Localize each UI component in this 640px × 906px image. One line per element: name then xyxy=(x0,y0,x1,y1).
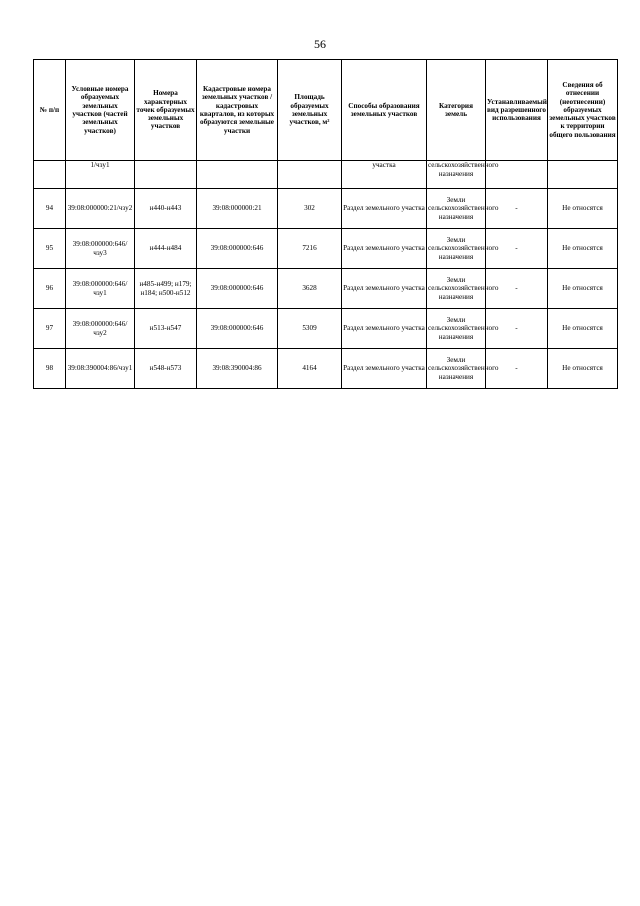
cell-permitted-use: - xyxy=(486,189,548,229)
cell-conditional-number: 39:08:000000:646/чзу2 xyxy=(66,309,135,349)
cell-permitted-use: - xyxy=(486,309,548,349)
cell-num: 97 xyxy=(34,309,66,349)
cell-formation-method: Раздел земельного участка xyxy=(342,189,427,229)
cell-point-numbers: н513-н547 xyxy=(135,309,197,349)
cell-area xyxy=(278,161,342,189)
header-cell-cadastral-number: Кадастровые номера земельных участков / кадастровых кварталов, из которых образуются земельные участки xyxy=(197,60,278,161)
cell-formation-method: Раздел земельного участка xyxy=(342,229,427,269)
cell-cadastral-number: 39:08:000000:646 xyxy=(197,269,278,309)
header-cell-area: Площадь образуемых земельных участков, м² xyxy=(278,60,342,161)
cell-permitted-use: - xyxy=(486,349,548,389)
cell-conditional-number: 39:08:000000:646/чзу1 xyxy=(66,269,135,309)
cell-cadastral-number xyxy=(197,161,278,189)
cell-area: 3628 xyxy=(278,269,342,309)
cell-point-numbers: н485-н499; н179; н184; н500-н512 xyxy=(135,269,197,309)
cell-cadastral-number: 39:08:390004:86 xyxy=(197,349,278,389)
cell-land-category: Земли сельскохозяйственного назначения xyxy=(427,349,486,389)
cell-cadastral-number: 39:08:000000:21 xyxy=(197,189,278,229)
cell-conditional-number: 39:08:000000:21/чзу2 xyxy=(66,189,135,229)
cell-formation-method: Раздел земельного участка xyxy=(342,349,427,389)
cell-point-numbers: н444-н484 xyxy=(135,229,197,269)
cell-num: 98 xyxy=(34,349,66,389)
page-number: 56 xyxy=(314,37,326,51)
cell-num xyxy=(34,161,66,189)
cell-formation-method: Раздел земельного участка xyxy=(342,309,427,349)
header-cell-point-numbers: Номера характерных точек образуемых земельных участков xyxy=(135,60,197,161)
cell-conditional-number: 39:08:390004:86/чзу1 xyxy=(66,349,135,389)
header-cell-public-use: Сведения об отнесении (неотнесении) образуемых земельных участков к территории общего пользования xyxy=(548,60,618,161)
cell-public-use: Не относятся xyxy=(548,309,618,349)
cell-area: 7216 xyxy=(278,229,342,269)
cell-land-category: Земли сельскохозяйственного назначения xyxy=(427,229,486,269)
cell-land-category: Земли сельскохозяйственного назначения xyxy=(427,309,486,349)
cell-land-category: Земли сельскохозяйственного назначения xyxy=(427,189,486,229)
cell-point-numbers: н440-н443 xyxy=(135,189,197,229)
table-row xyxy=(34,229,618,269)
table-header-row xyxy=(34,60,618,161)
cell-permitted-use: - xyxy=(486,229,548,269)
cell-num: 94 xyxy=(34,189,66,229)
header-cell-land-category: Категория земель xyxy=(427,60,486,161)
cell-land-category: сельскохозяйственного назначения xyxy=(427,161,486,189)
cell-land-category: Земли сельскохозяйственного назначения xyxy=(427,269,486,309)
cell-conditional-number: 39:08:000000:646/чзу3 xyxy=(66,229,135,269)
table-row xyxy=(34,349,618,389)
header-cell-formation-method: Способы образования земельных участков xyxy=(342,60,427,161)
cell-num: 95 xyxy=(34,229,66,269)
land-plots-table xyxy=(33,59,618,389)
cell-public-use: Не относятся xyxy=(548,269,618,309)
cell-formation-method: участка xyxy=(342,161,427,189)
table-row xyxy=(34,161,618,189)
cell-point-numbers xyxy=(135,161,197,189)
cell-public-use xyxy=(548,161,618,189)
cell-area: 5309 xyxy=(278,309,342,349)
cell-permitted-use: - xyxy=(486,269,548,309)
cell-public-use: Не относятся xyxy=(548,229,618,269)
header-cell-permitted-use: Устанавливаемый вид разрешенного использования xyxy=(486,60,548,161)
cell-conditional-number: 1/чзу1 xyxy=(66,161,135,189)
cell-public-use: Не относятся xyxy=(548,349,618,389)
header-cell-num: № п/п xyxy=(34,60,66,161)
table-row xyxy=(34,309,618,349)
cell-public-use: Не относятся xyxy=(548,189,618,229)
cell-cadastral-number: 39:08:000000:646 xyxy=(197,309,278,349)
table-row xyxy=(34,269,618,309)
cell-area: 4164 xyxy=(278,349,342,389)
cell-point-numbers: н548-н573 xyxy=(135,349,197,389)
table-row xyxy=(34,189,618,229)
header-cell-conditional-number: Условные номера образуемых земельных участков (частей земельных участков) xyxy=(66,60,135,161)
cell-area: 302 xyxy=(278,189,342,229)
cell-num: 96 xyxy=(34,269,66,309)
cell-formation-method: Раздел земельного участка xyxy=(342,269,427,309)
cell-cadastral-number: 39:08:000000:646 xyxy=(197,229,278,269)
